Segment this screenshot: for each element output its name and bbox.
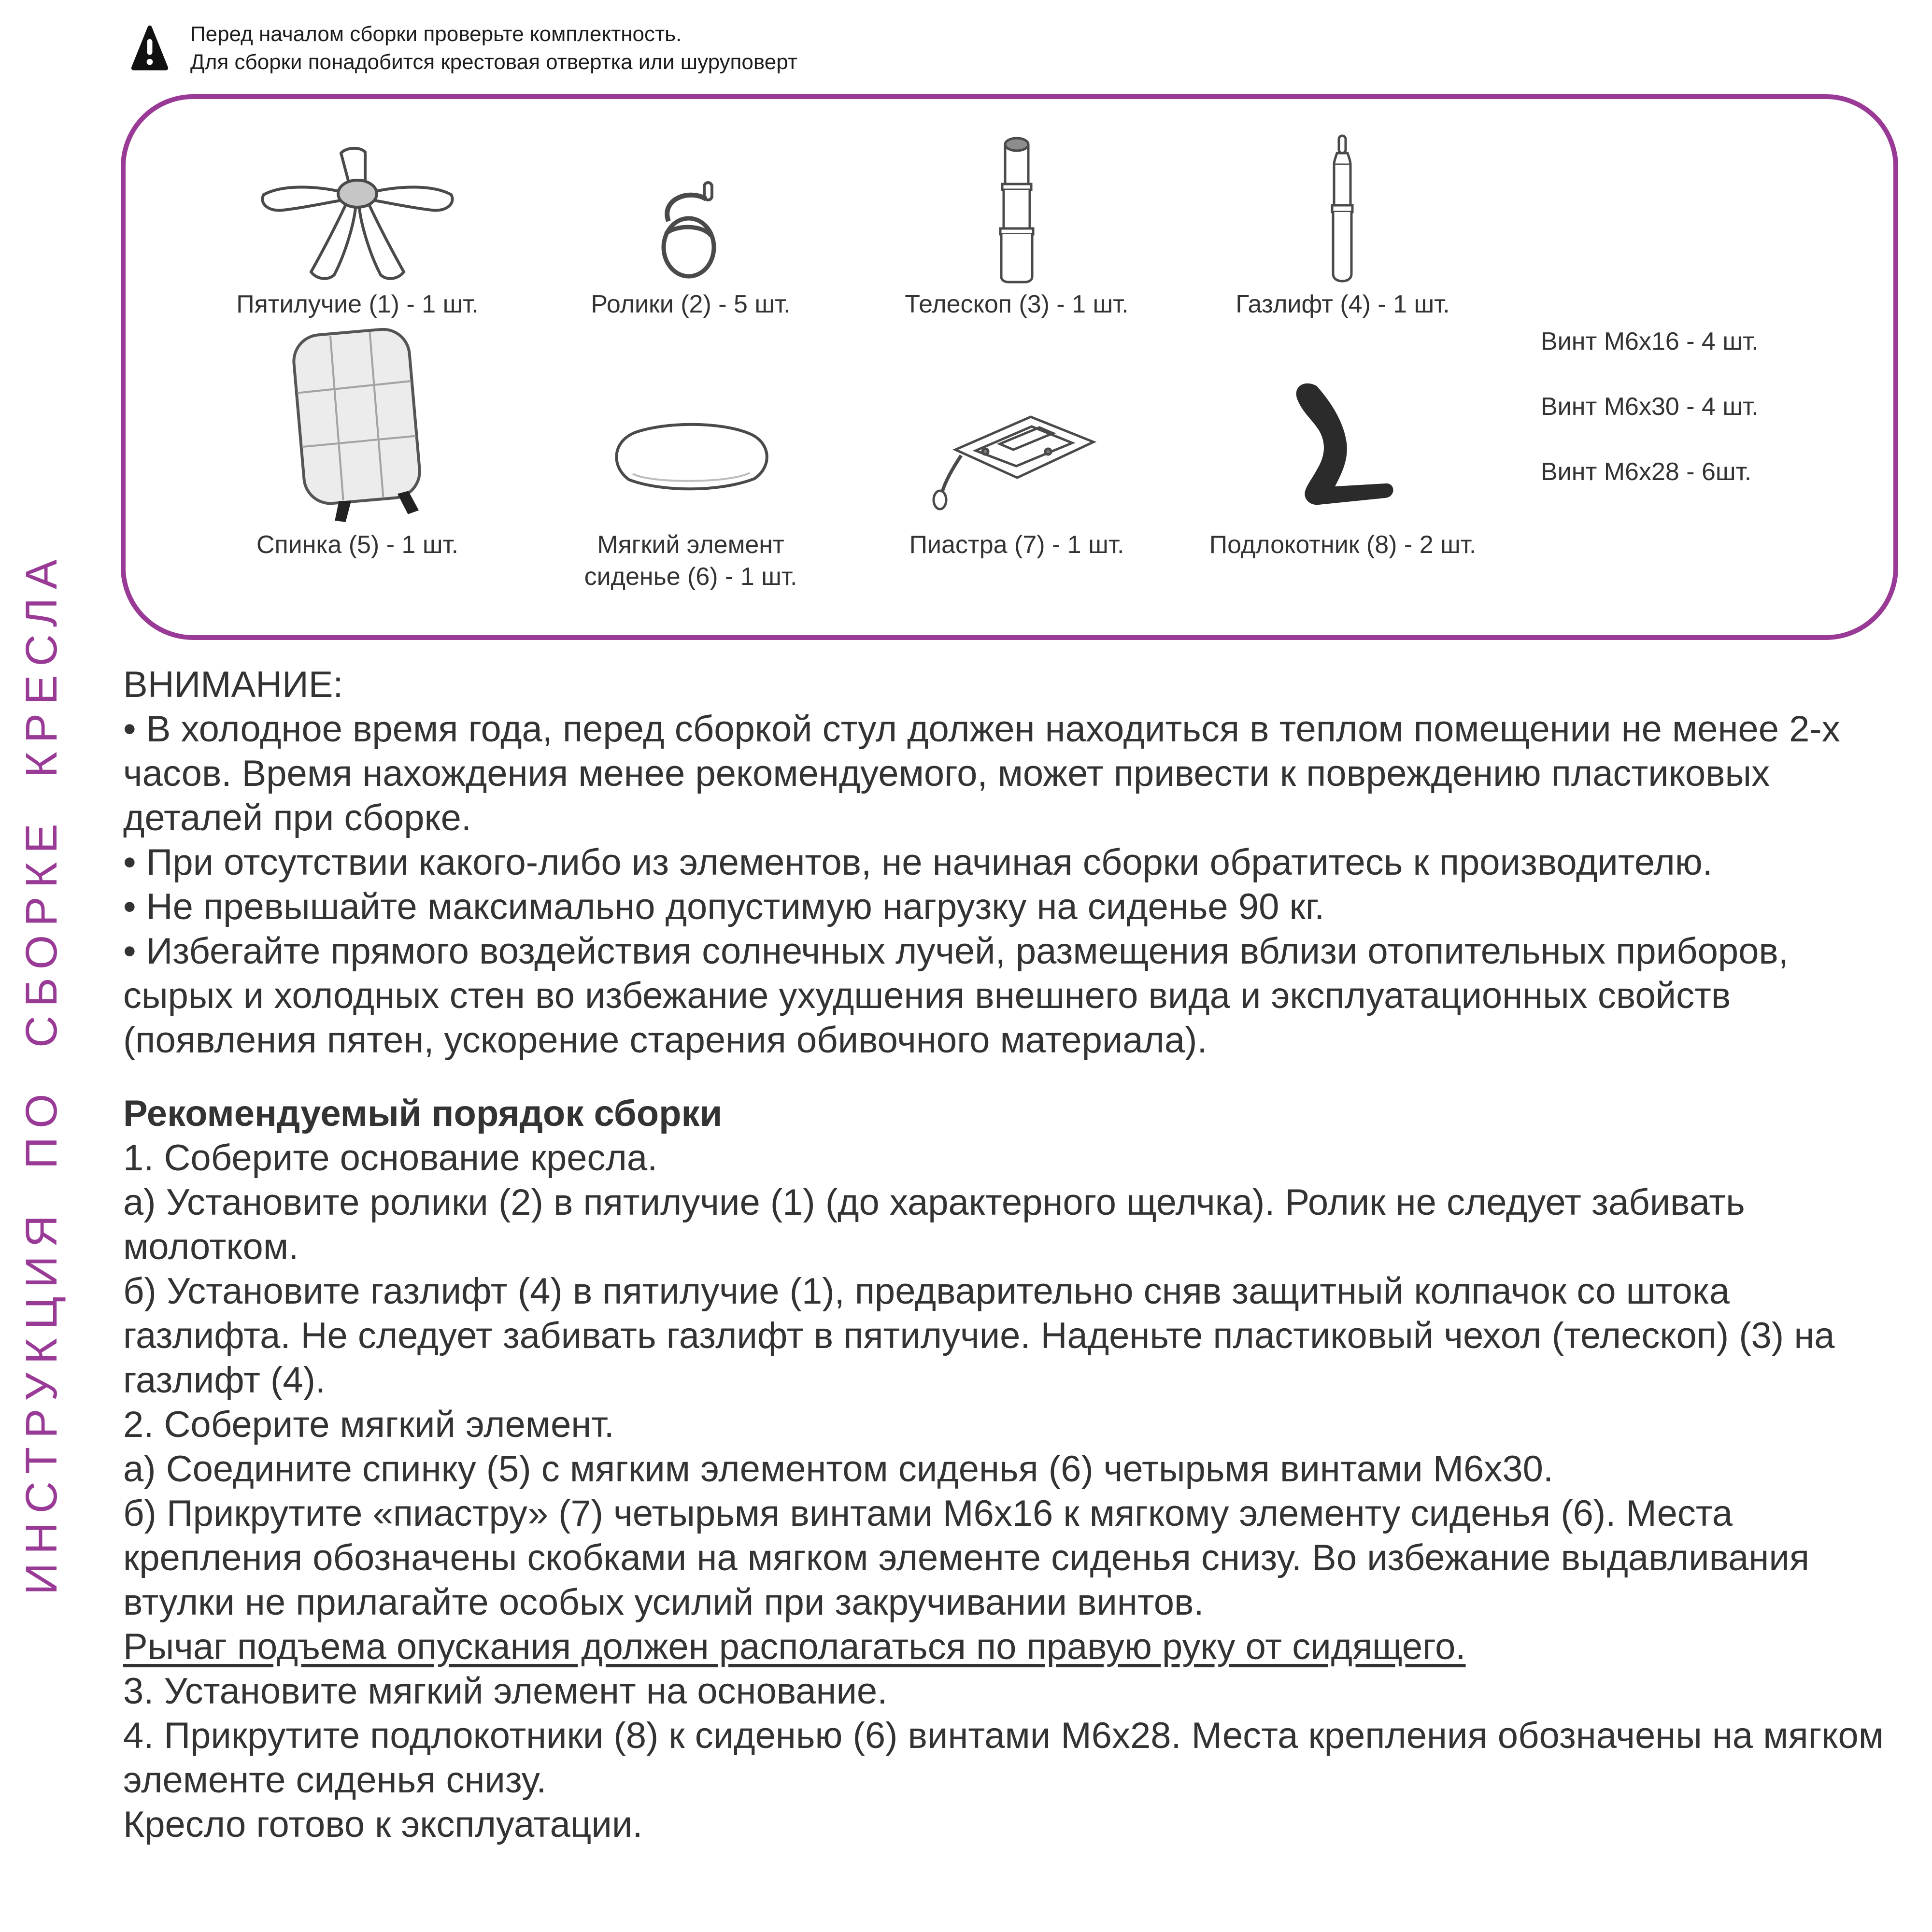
part-label: Телескоп (3) - 1 шт.: [905, 290, 1129, 318]
part-item-seat: [531, 321, 850, 593]
screw-item: Винт М6х30 - 4 шт.: [1541, 393, 1759, 421]
assembly-note-underlined: Рычаг подъема опускания должен располагаться по правую руку от сидящего.: [123, 1626, 1466, 1667]
screw-item: Винт М6х16 - 4 шт.: [1541, 327, 1759, 355]
backrest-icon: [198, 321, 517, 524]
gas-lift-icon: [1183, 128, 1502, 284]
assembly-step: 4. Прикрутите подлокотники (8) к сиденью (6) винтами М6х28. Места крепления обозначены на мягком элементе сиденья снизу.: [123, 1715, 1884, 1801]
screw-item: Винт М6х28 - 6шт.: [1541, 458, 1752, 486]
main-text: [123, 663, 1893, 1847]
part-item-gas-lift: [1183, 128, 1502, 320]
caster-icon: [531, 128, 850, 284]
assembly-step: 1. Соберите основание кресла.: [123, 1137, 658, 1179]
part-label: Спинка (5) - 1 шт.: [256, 531, 459, 559]
armrest-icon: [1183, 321, 1502, 524]
attention-title: ВНИМАНИЕ:: [123, 664, 343, 705]
assembly-step: а) Установите ролики (2) в пятилучие (1) (до характерного щелчка). Ролик не следует забивать молотком.: [123, 1182, 1745, 1267]
part-item-piastra: [857, 321, 1176, 561]
part-label: Ролики (2) - 5 шт.: [591, 290, 791, 318]
seat-icon: [531, 321, 850, 524]
assembly-step: б) Установите газлифт (4) в пятилучие (1), предварительно сняв защитный колпачок со штока газлифта. Не следует забивать газлифт в пятилучие. Наденьте пластиковый чехол (телескоп) (3) на газлифт (4).: [123, 1271, 1835, 1401]
attention-bullet: • Избегайте прямого воздействия солнечных лучей, размещения вблизи отопительных приборов, сырых и холодных стен во избежание ухудшения внешнего вида и эксплуатационных свойств (появления пятен, ускорение старения обивочного материала).: [123, 931, 1789, 1061]
page-title-vertical: ИНСТРУКЦИЯ ПО СБОРКЕ КРЕСЛА: [17, 551, 66, 1595]
part-item-telescope: [857, 128, 1176, 320]
assembly-step: 3. Установите мягкий элемент на основание.: [123, 1671, 888, 1712]
parts-kit-box: [121, 94, 1898, 640]
warning-note: [129, 20, 797, 76]
assembly-step: б) Прикрутите «пиастру» (7) четырьмя винтами М6х16 к мягкому элементу сиденья (6). Места крепления обозначены скобками на мягком элементе сиденья снизу. Во избежание выдавливания втулки не прилагайте особых усилий при закручивании винтов.: [123, 1493, 1809, 1623]
attention-bullet: • При отсутствии какого-либо из элементов, не начиная сборки обратитесь к производителю.: [123, 842, 1713, 883]
five-star-base-icon: [198, 128, 517, 284]
part-label: Пиастра (7) - 1 шт.: [909, 531, 1124, 559]
part-item-five-star-base: [198, 128, 517, 320]
assembly-step: 2. Соберите мягкий элемент.: [123, 1404, 614, 1445]
part-label: Подлокотник (8) - 2 шт.: [1209, 531, 1477, 559]
warning-line-2: Для сборки понадобится крестовая отвертка или шуруповерт: [190, 50, 797, 74]
part-label: Пятилучие (1) - 1 шт.: [236, 290, 479, 318]
part-label: Газлифт (4) - 1 шт.: [1236, 290, 1450, 318]
part-item-backrest: [198, 321, 517, 561]
assembly-step: а) Соедините спинку (5) с мягким элементом сиденья (6) четырьмя винтами М6х30.: [123, 1449, 1554, 1490]
warning-line-1: Перед началом сборки проверьте комплектность.: [190, 22, 682, 46]
part-item-armrest: [1183, 321, 1502, 561]
assembly-title: Рекомендуемый порядок сборки: [123, 1093, 723, 1134]
assembly-final-note: Кресло готово к эксплуатации.: [123, 1804, 643, 1845]
screws-list: [1541, 326, 1759, 522]
part-label: Мягкий элемент сиденье (6) - 1 шт.: [584, 531, 797, 591]
part-item-caster: [531, 128, 850, 320]
warning-triangle-icon: [129, 20, 170, 72]
attention-bullet: • Не превышайте максимально допустимую нагрузку на сиденье 90 кг.: [123, 886, 1325, 927]
telescope-icon: [857, 128, 1176, 284]
piastra-icon: [857, 321, 1176, 524]
warning-text: [190, 20, 797, 76]
attention-bullet: • В холодное время года, перед сборкой стул должен находиться в теплом помещении не менее 2-х часов. Время нахождения менее рекомендуемого, может привести к повреждению пластиковых деталей при сборке.: [123, 709, 1840, 838]
